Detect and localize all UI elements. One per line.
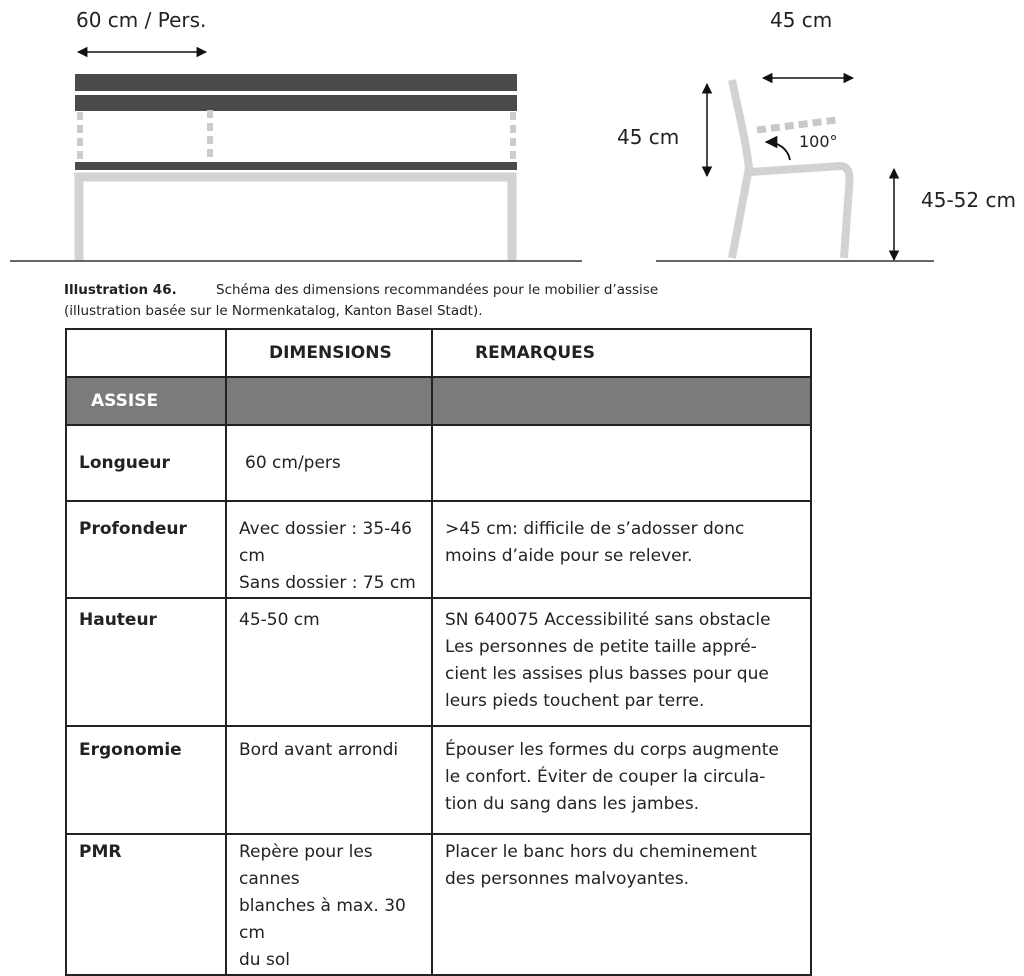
row-dimensions: 60 cm/pers [226, 425, 432, 501]
row-dimensions: Bord avant arrondi [226, 726, 432, 834]
row-remarks: >45 cm: difficile de s’adosser donc moins d’aide pour se relever. [432, 501, 811, 598]
side-depth-label: 45 cm [770, 8, 833, 32]
table-header-row [66, 329, 811, 377]
table-row [66, 726, 811, 834]
side-seat-leg [750, 166, 850, 258]
bench-frame [79, 177, 512, 260]
header-dimensions: DIMENSIONS [226, 329, 432, 377]
table-row [66, 834, 811, 975]
side-back-height-label: 45 cm [617, 125, 680, 149]
row-dimensions: 45-50 cm [226, 598, 432, 726]
row-label: Ergonomie [66, 726, 226, 834]
section-row-assise [66, 377, 811, 425]
side-back-leg [732, 80, 749, 258]
row-label: Hauteur [66, 598, 226, 726]
side-seat-dashed [757, 120, 836, 130]
header-empty [66, 329, 226, 377]
table-row [66, 598, 811, 726]
row-label: PMR [66, 834, 226, 975]
side-seat-height-label: 45-52 cm [921, 188, 1016, 212]
bench-drawing [0, 0, 1024, 270]
caption-title: Illustration 46. [64, 282, 177, 298]
row-remarks: SN 640075 Accessibilité sans obstacle Les personnes de petite taille appré- cient les assises plus basses pour que leurs pieds touchent par terre. [432, 598, 811, 726]
section-label: ASSISE [66, 377, 226, 425]
row-remarks [432, 425, 811, 501]
seat-plank [75, 162, 517, 170]
row-dimensions: Repère pour les cannes blanches à max. 30 cm du sol [226, 834, 432, 975]
seating-spec-table [65, 328, 812, 976]
front-width-label: 60 cm / Pers. [76, 8, 207, 32]
row-dimensions: Avec dossier : 35-46 cm Sans dossier : 75 cm [226, 501, 432, 598]
row-remarks: Placer le banc hors du cheminement des personnes malvoyantes. [432, 834, 811, 975]
backrest-top-plank [75, 74, 517, 91]
row-label: Profondeur [66, 501, 226, 598]
side-angle-label: 100° [799, 132, 838, 151]
bench-dimension-diagram [0, 0, 1024, 270]
backrest-bottom-plank [75, 95, 517, 111]
row-label: Longueur [66, 425, 226, 501]
angle-arrow [766, 142, 790, 160]
figure-caption [64, 280, 824, 322]
row-remarks: Épouser les formes du corps augmente le confort. Éviter de couper la circula- tion du sang dans les jambes. [432, 726, 811, 834]
caption-source: (illustration basée sur le Normenkatalog, Kanton Basel Stadt). [64, 303, 483, 319]
table-row [66, 501, 811, 598]
caption-text: Schéma des dimensions recommandées pour le mobilier d’assise [216, 282, 659, 298]
table-row [66, 425, 811, 501]
header-remarques: REMARQUES [432, 329, 811, 377]
bench-front-view [10, 52, 582, 261]
bench-side-view [656, 78, 934, 261]
